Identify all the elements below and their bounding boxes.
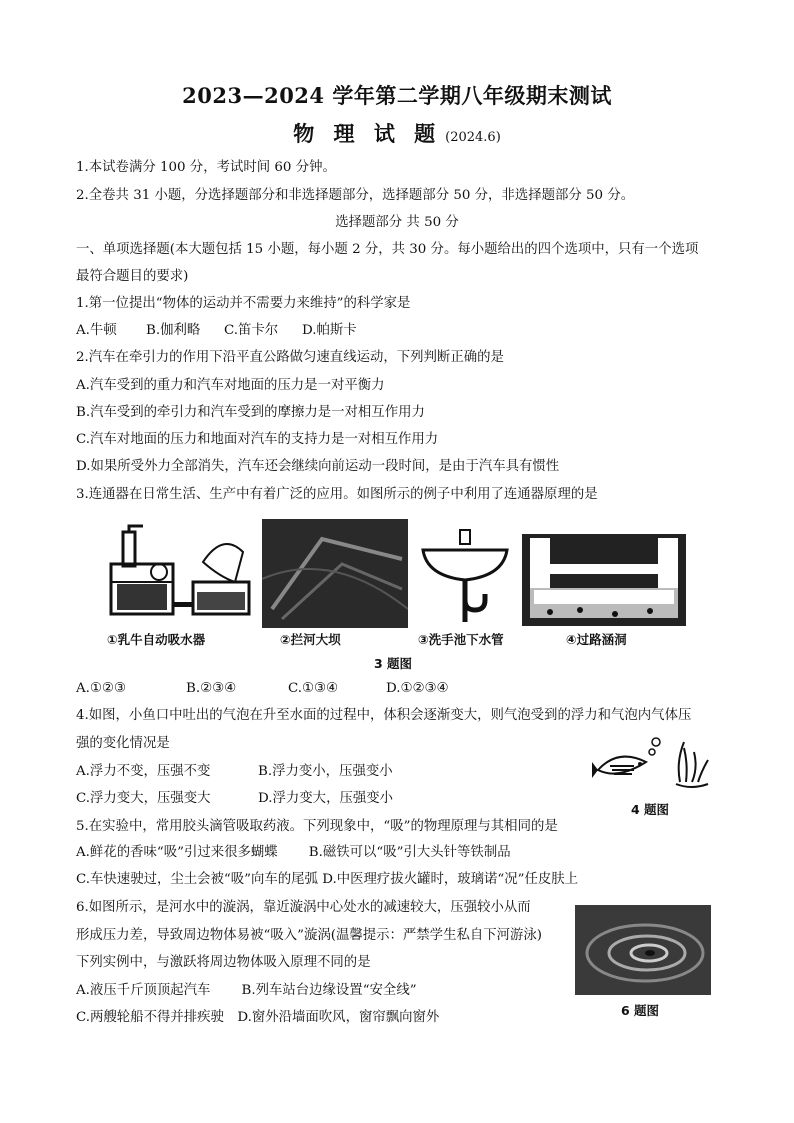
sink-drain-figure [415, 520, 515, 628]
section-heading: 选择题部分 共 50 分 [335, 215, 459, 230]
q3-figure-label: 3 题图 [374, 656, 413, 671]
subject-title: 物 理 试 题 [293, 121, 442, 146]
q4-options-row-1 [76, 763, 393, 781]
q4-option-b: B.浮力变小，压强变小 [258, 764, 393, 779]
q6-stem-cont-1: 形成压力差，导致周边物体易被“吸入”漩涡(温馨提示：严禁学生私自下河游泳) [76, 928, 543, 943]
culvert-figure [520, 524, 688, 628]
whirlpool-photo [575, 905, 711, 995]
q3-stem: 3.连通器在日常生活、生产中有着广泛的应用。如图所示的例子中利用了连通器原理的是 [76, 487, 598, 502]
q6-stem: 6.如图所示，是河水中的漩涡，靠近漩涡中心处水的减速较大，压强较小从而 [76, 900, 531, 915]
q2-option-b: B.汽车受到的牵引力和汽车受到的摩擦力是一对相互作用力 [76, 405, 425, 420]
note-1: 1.本试卷满分 100 分，考试时间 60 分钟。 [76, 160, 336, 175]
q1-option-c: C.笛卡尔 [224, 323, 279, 338]
fish-bubble-figure [590, 732, 710, 790]
q6-options-row-2: C.两艘轮船不得并排疾驶 D.窗外沿墙面吹风，窗帘飘向窗外 [76, 1010, 440, 1025]
q3-caption-4: ④过路涵洞 [566, 632, 627, 647]
q1-stem: 1.第一位提出“物体的运动并不需要力来维持”的科学家是 [76, 296, 411, 311]
q1-option-b: B.伽利略 [146, 323, 201, 338]
q3-option-c: C.①③④ [288, 681, 339, 696]
q5-options-row-2: C.车快速驶过，尘土会被“吸”向车的尾弧 D.中医理疗拔火罐时，玻璃诺“况”任皮肤上 [76, 872, 579, 887]
q3-option-a: A.①②③ [76, 681, 126, 696]
q4-option-a: A.浮力不变，压强不变 [76, 764, 211, 779]
q4-stem-cont: 强的变化情况是 [76, 736, 170, 751]
q1-option-a: A.牛顿 [76, 323, 117, 338]
exam-date: (2024.6) [445, 130, 501, 145]
q3-options [76, 680, 449, 698]
q4-options-row-2 [76, 790, 393, 808]
cow-drinker-figure [103, 522, 253, 627]
q4-option-c: C.浮力变大，压强变大 [76, 791, 211, 806]
q4-figure-label: 4 题图 [631, 802, 670, 817]
q6-options-row-1: A.液压千斤顶顶起汽车 B.列车站台边缘设置“安全线” [76, 983, 417, 998]
q4-option-d: D.浮力变大，压强变小 [258, 791, 394, 806]
q5-options-row-1: A.鲜花的香味“吸”引过来很多蝴蝶 B.磁铁可以“吸”引大头针等铁制品 [76, 845, 511, 860]
dam-photo [262, 519, 408, 628]
q6-stem-cont-2: 下列实例中，与激跃将周边物体吸入原理不同的是 [76, 955, 371, 970]
q5-stem: 5.在实验中，常用胶头滴管吸取药液。下列现象中，“吸”的物理原理与其相同的是 [76, 819, 558, 834]
q1-option-d: D.帕斯卡 [302, 323, 357, 338]
part-one-instruction-cont: 最符合题目的要求) [76, 269, 189, 284]
q3-caption-2: ②拦河大坝 [280, 632, 341, 647]
q3-caption-1: ①乳牛自动吸水器 [107, 632, 206, 647]
exam-subtitle [0, 118, 794, 148]
part-one-instruction: 一、单项选择题(本大题包括 15 小题，每小题 2 分，共 30 分。每小题给出的四个选项中，只有一个选项 [76, 242, 699, 257]
q2-option-d: D.如果所受外力全部消失，汽车还会继续向前运动一段时间，是由于汽车具有惯性 [76, 459, 560, 474]
q4-stem: 4.如图，小鱼口中吐出的气泡在升至水面的过程中，体积会逐渐变大，则气泡受到的浮力和气泡内气体压 [76, 708, 692, 723]
q3-option-b: B.②③④ [186, 681, 237, 696]
q2-option-a: A.汽车受到的重力和汽车对地面的压力是一对平衡力 [76, 378, 385, 393]
exam-title: 2023—2024 学年第二学期八年级期末测试 [182, 83, 612, 108]
note-2: 2.全卷共 31 小题，分选择题部分和非选择题部分，选择题部分 50 分，非选择题部分 50 分。 [76, 188, 635, 203]
q3-caption-3: ③洗手池下水管 [418, 632, 504, 647]
q6-figure-label: 6 题图 [621, 1003, 660, 1018]
q1-options [76, 322, 357, 340]
q3-option-d: D.①②③④ [386, 681, 449, 696]
q2-option-c: C.汽车对地面的压力和地面对汽车的支持力是一对相互作用力 [76, 432, 439, 447]
q2-stem: 2.汽车在牵引力的作用下沿平直公路做匀速直线运动，下列判断正确的是 [76, 350, 504, 365]
